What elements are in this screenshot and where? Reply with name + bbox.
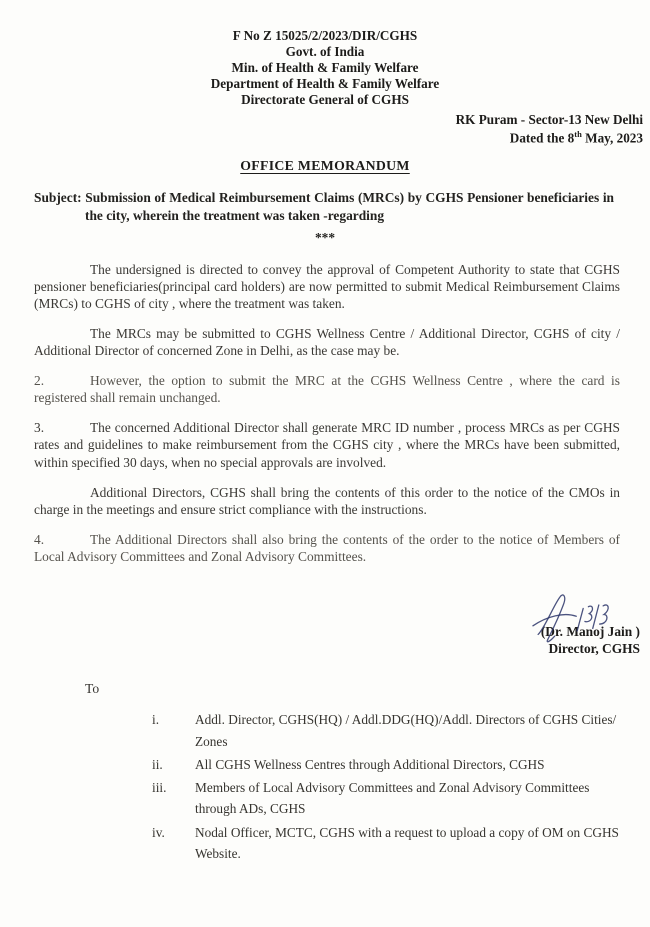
list-item-number: iv. <box>152 824 165 840</box>
list-item-number: iii. <box>152 780 167 796</box>
letterhead <box>0 28 650 108</box>
signatory-name: (Dr. Manoj Jain ) <box>540 623 640 639</box>
org-line-govt: Govt. of India <box>285 44 365 60</box>
paragraph <box>34 484 620 518</box>
to-label: To <box>85 681 100 697</box>
list-item <box>152 754 624 775</box>
recipients-list <box>152 709 624 864</box>
paragraph <box>34 531 620 565</box>
paragraph-text: However, the option to submit the MRC at the CGHS Wellness Centre , where the card is registered shall remain unchanged. <box>34 373 620 406</box>
list-item <box>152 822 624 865</box>
paragraph-number: 4. <box>34 531 45 547</box>
org-line-ministry: Min. of Health & Family Welfare <box>231 60 419 76</box>
signatory-designation: Director, CGHS <box>548 641 640 656</box>
paragraph-text: The undersigned is directed to convey the approval of Competent Authority to state that CGHS pensioner beneficiaries(principal card holders) are now permitted to submit Medical Reimbursement Claims (MRCs) to CGHS of city , where the treatment was taken. <box>34 262 620 312</box>
file-number: F No Z 15025/2/2023/DIR/CGHS <box>232 28 418 43</box>
office-address-block <box>0 111 650 146</box>
paragraph-text: The MRCs may be submitted to CGHS Wellness Centre / Additional Director, CGHS of city / Additional Director of concerned Zone in Delhi, as the case may be. <box>34 326 620 359</box>
paragraph-text: The Additional Directors shall also bring the contents of the order to the notice of Members of Local Advisory Committees and Zonal Advisory Committees. <box>34 531 620 564</box>
signature-block <box>0 589 650 658</box>
subject-label: Subject: <box>34 190 82 206</box>
separator-stars: *** <box>314 230 336 246</box>
subject-text: Submission of Medical Reimbursement Claims (MRCs) by CGHS Pensioner beneficiaries in the city, wherein the treatment was taken -regarding <box>85 190 614 224</box>
paragraph <box>34 325 620 359</box>
list-item-text: All CGHS Wellness Centres through Additional Directors, CGHS <box>195 756 545 772</box>
org-line-department: Department of Health & Family Welfare <box>210 76 440 92</box>
list-item-text: Addl. Director, CGHS(HQ) / Addl.DDG(HQ)/Addl. Directors of CGHS Cities/ Zones <box>195 712 617 749</box>
date-prefix: Dated the 8 <box>509 130 575 146</box>
paragraph-number: 2. <box>34 373 45 389</box>
date-suffix: May, 2023 <box>581 130 643 146</box>
memo-title: OFFICE MEMORANDUM <box>240 158 410 174</box>
paragraph-number: 3. <box>34 420 45 436</box>
list-item-text: Members of Local Advisory Committees and Zonal Advisory Committees through ADs, CGHS <box>195 780 590 817</box>
date-ordinal: th <box>574 128 582 139</box>
list-item-number: i. <box>152 712 160 728</box>
signature-image <box>526 589 630 647</box>
list-item-number: ii. <box>152 756 163 772</box>
subject-line <box>0 189 650 225</box>
paragraph <box>34 419 620 470</box>
paragraph <box>34 261 620 312</box>
list-item-text: Nodal Officer, MCTC, CGHS with a request to upload a copy of OM on CGHS Website. <box>195 824 619 862</box>
date-line <box>0 129 643 147</box>
paragraph-text: The concerned Additional Director shall generate MRC ID number , process MRCs as per CGHS rates and guidelines to make reimbursement from the CGHS city , where the MRCs have been submitted, within specified 30 days, when no special approvals are involved. <box>34 420 620 470</box>
list-item <box>152 777 624 820</box>
paragraph <box>34 372 620 406</box>
org-line-directorate: Directorate General of CGHS <box>241 92 409 108</box>
paragraph-text: Additional Directors, CGHS shall bring the contents of this order to the notice of the CMOs in charge in the meetings and ensure strict compliance with the instructions. <box>34 484 620 517</box>
list-item <box>152 709 624 752</box>
office-address: RK Puram - Sector-13 New Delhi <box>455 112 643 128</box>
